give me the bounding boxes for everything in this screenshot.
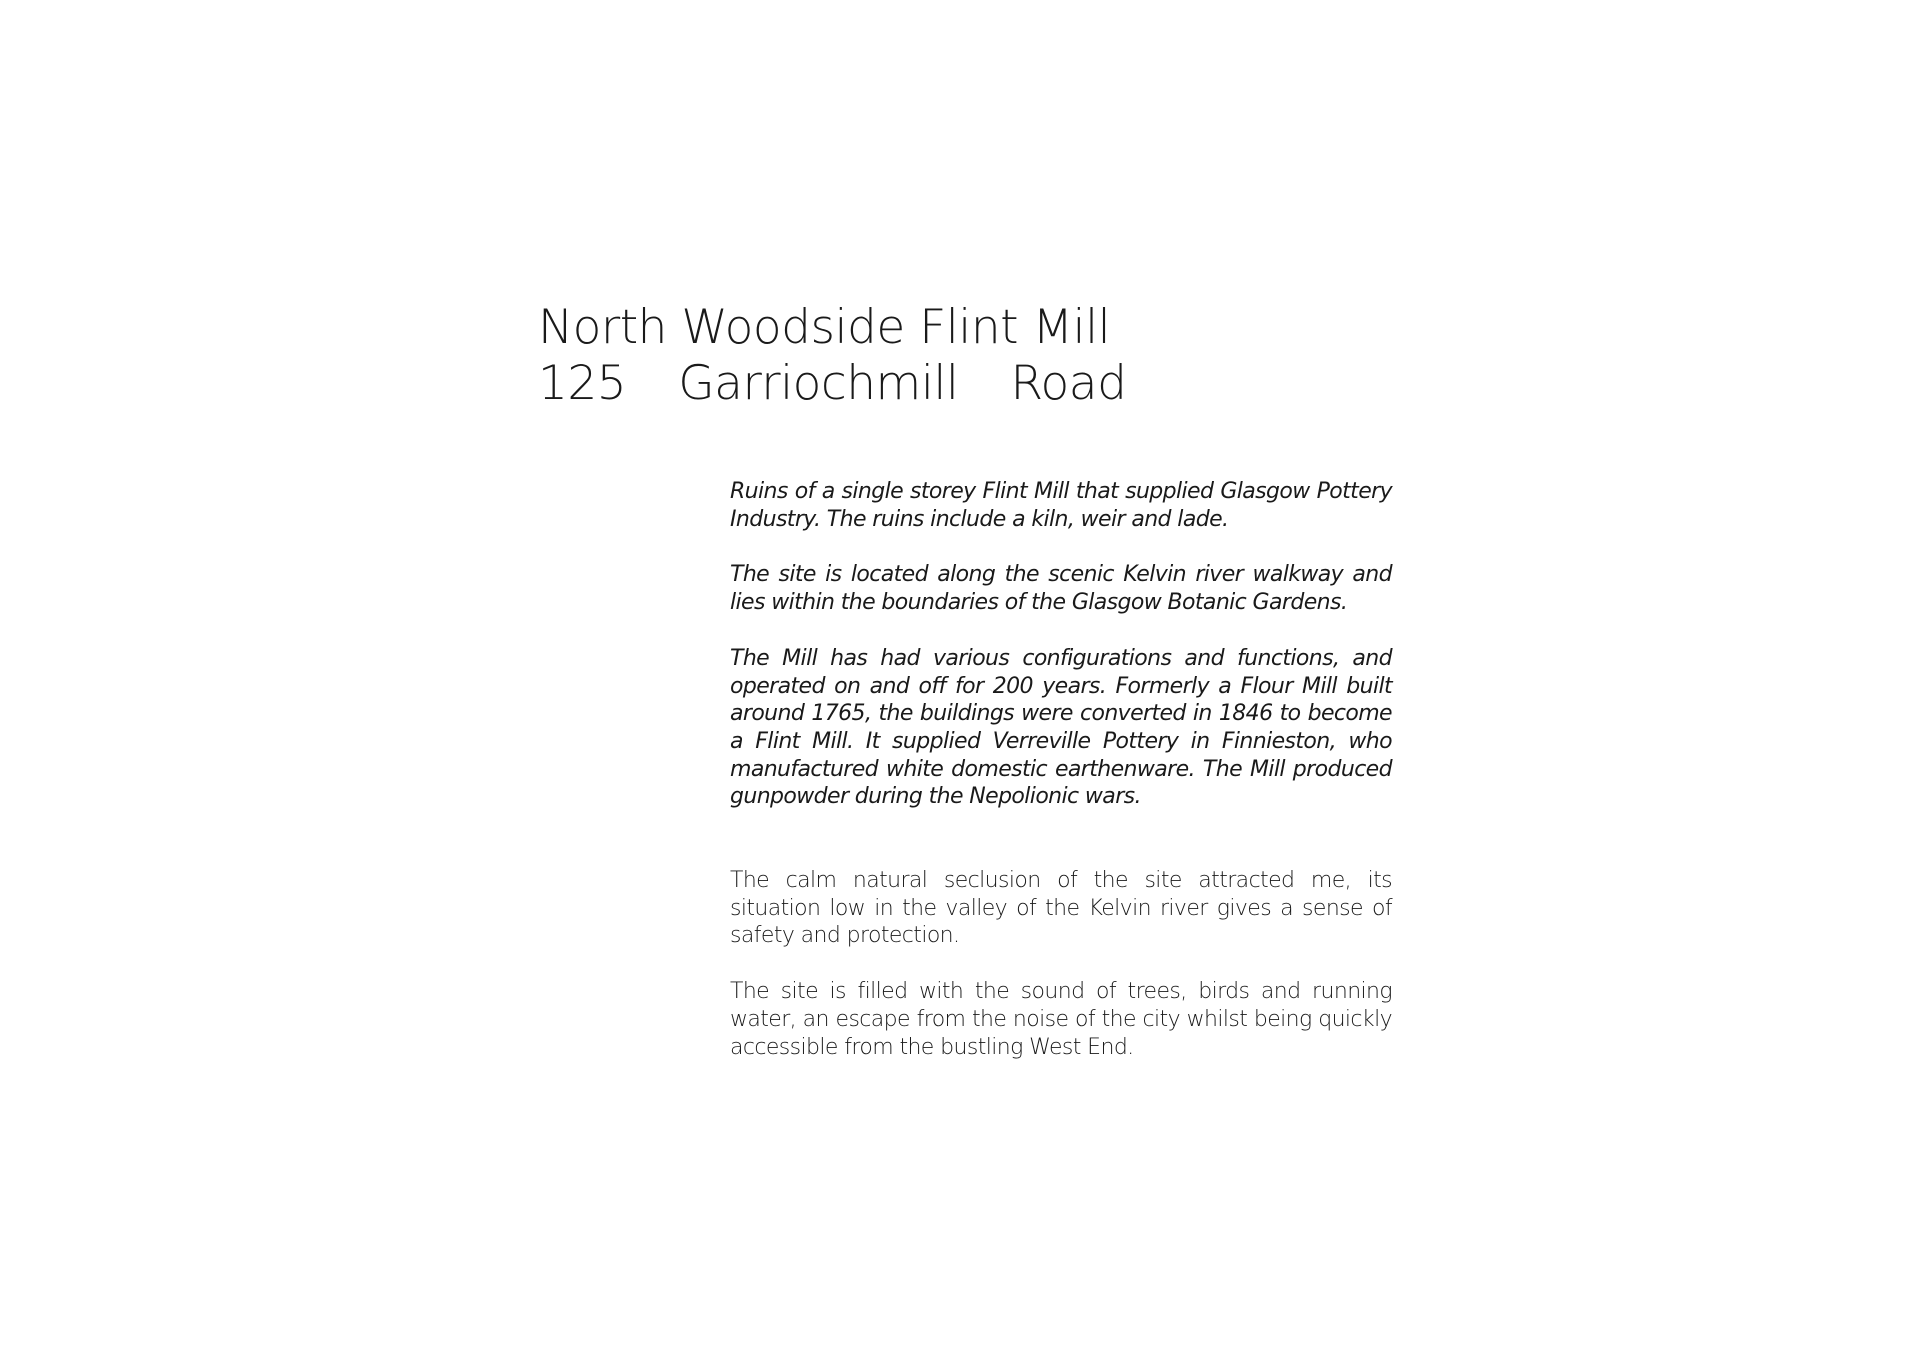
body-text [730,478,1392,1089]
reflection-paragraph: The site is filled with the sound of trees, birds and running water, an escape from the noise of the city whilst being quickly accessible from the bustling West End. [730,979,1392,1060]
site-name: North Woodside Flint Mill [538,300,1111,355]
reflection-paragraph: The calm natural seclusion of the site attracted me, its situation low in the valley of the Kelvin river gives a sense of safety and protection. [730,868,1392,949]
page-title [538,300,1158,412]
address-type: Road [1010,356,1127,411]
site-address [538,356,1158,412]
address-number: 125 [538,356,627,411]
address-street: Garriochmill [678,356,959,411]
history-paragraph: Ruins of a single storey Flint Mill that supplied Glasgow Pottery Industry. The ruins include a kiln, weir and lade. [730,479,1392,532]
history-paragraph: The site is located along the scenic Kelvin river walkway and lies within the boundaries of the Glasgow Botanic Gardens. [730,562,1392,616]
history-paragraph: The Mill has had various configurations and functions, and operated on and off for 200 years. Formerly a Flour Mill built around 1765, the buildings were converted in 1846 to become a Flint Mill. It supplied Verreville Pottery in Finnieston, who manufactured white domestic earthenware. The Mill produced gunpowder during the Nepolionic wars. [730,645,1392,810]
